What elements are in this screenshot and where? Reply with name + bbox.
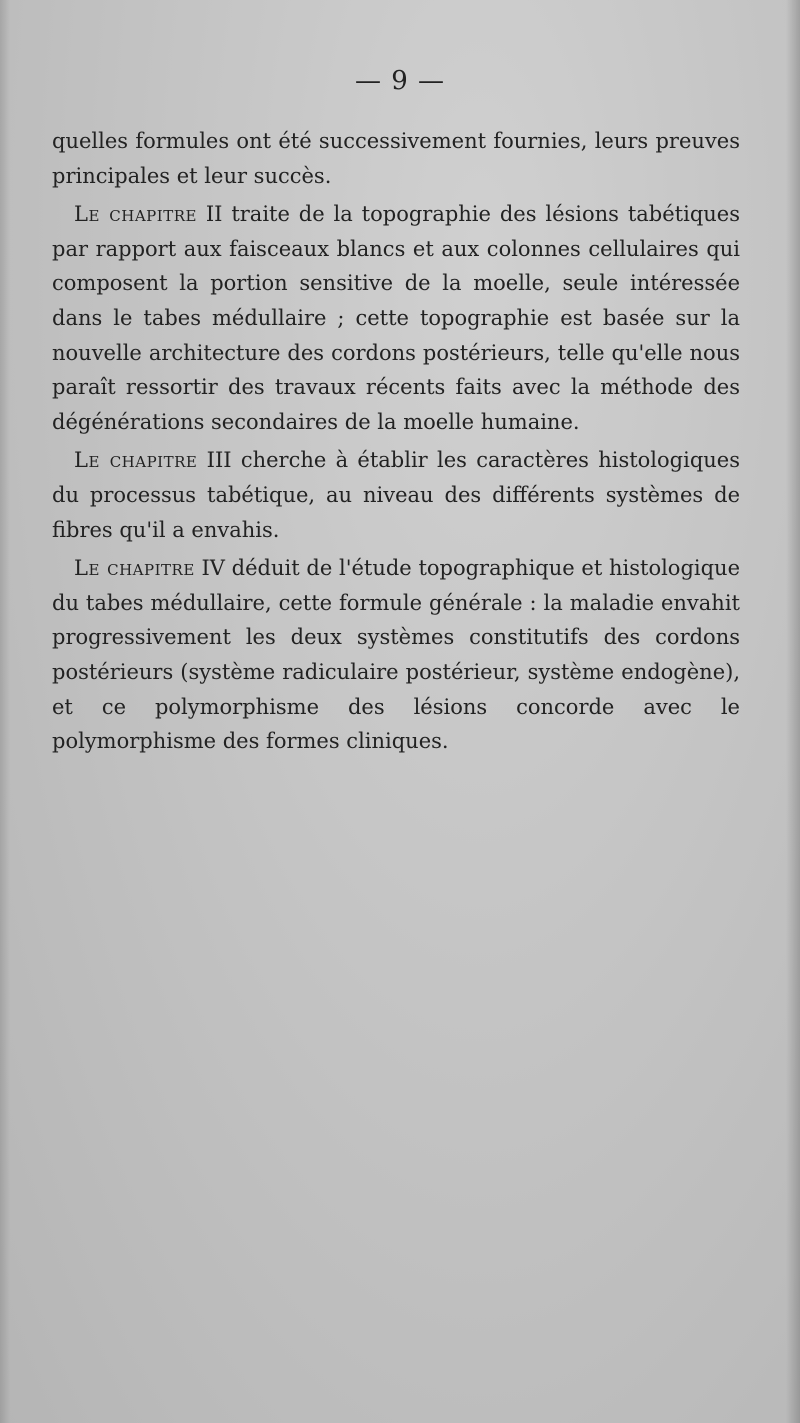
paragraph-chapitre-iii	[52, 443, 740, 547]
chapter-lead: Le chapitre	[74, 202, 197, 227]
paragraph-text: II traite de la topographie des lésions tabétiques par rapport aux faisceaux blancs et aux colonnes cellulaires qui composent la portion sensitive de la moelle, seule intéressée dans le tabes médullaire ; cette topographie est basée sur la nouvelle architecture des cordons postérieurs, telle qu'elle nous paraît ressortir des travaux récents faits avec la méthode des dégénérations secondaires de la moelle humaine.	[52, 202, 740, 434]
page-right-edge-shadow	[786, 0, 800, 1423]
chapter-lead: Le chapitre	[74, 448, 198, 473]
body-text	[52, 124, 740, 759]
paragraph-text: quelles formules ont été successivement fournies, leurs preuves principales et leur succès.	[52, 129, 740, 188]
page-number: — 9 —	[354, 66, 446, 96]
paragraph-chapitre-iv	[52, 551, 740, 759]
paragraph-chapitre-ii	[52, 197, 740, 439]
paragraph-text: III cherche à établir les caractères histologiques du processus tabétique, au niveau des différents systèmes de fibres qu'il a envahis.	[52, 448, 741, 542]
paragraph-text: IV déduit de l'étude topographique et histologique du tabes médullaire, cette formule générale : la maladie envahit progressivement les deux systèmes constitutifs des cordons postérieurs (système radiculaire postérieur, système endogène), et ce polymorphisme des lésions concorde avec le polymorphisme des formes cliniques.	[52, 556, 741, 754]
paragraph-continuation	[52, 124, 740, 193]
page-left-edge-shadow	[0, 0, 10, 1423]
chapter-lead: Le chapitre	[74, 556, 195, 581]
